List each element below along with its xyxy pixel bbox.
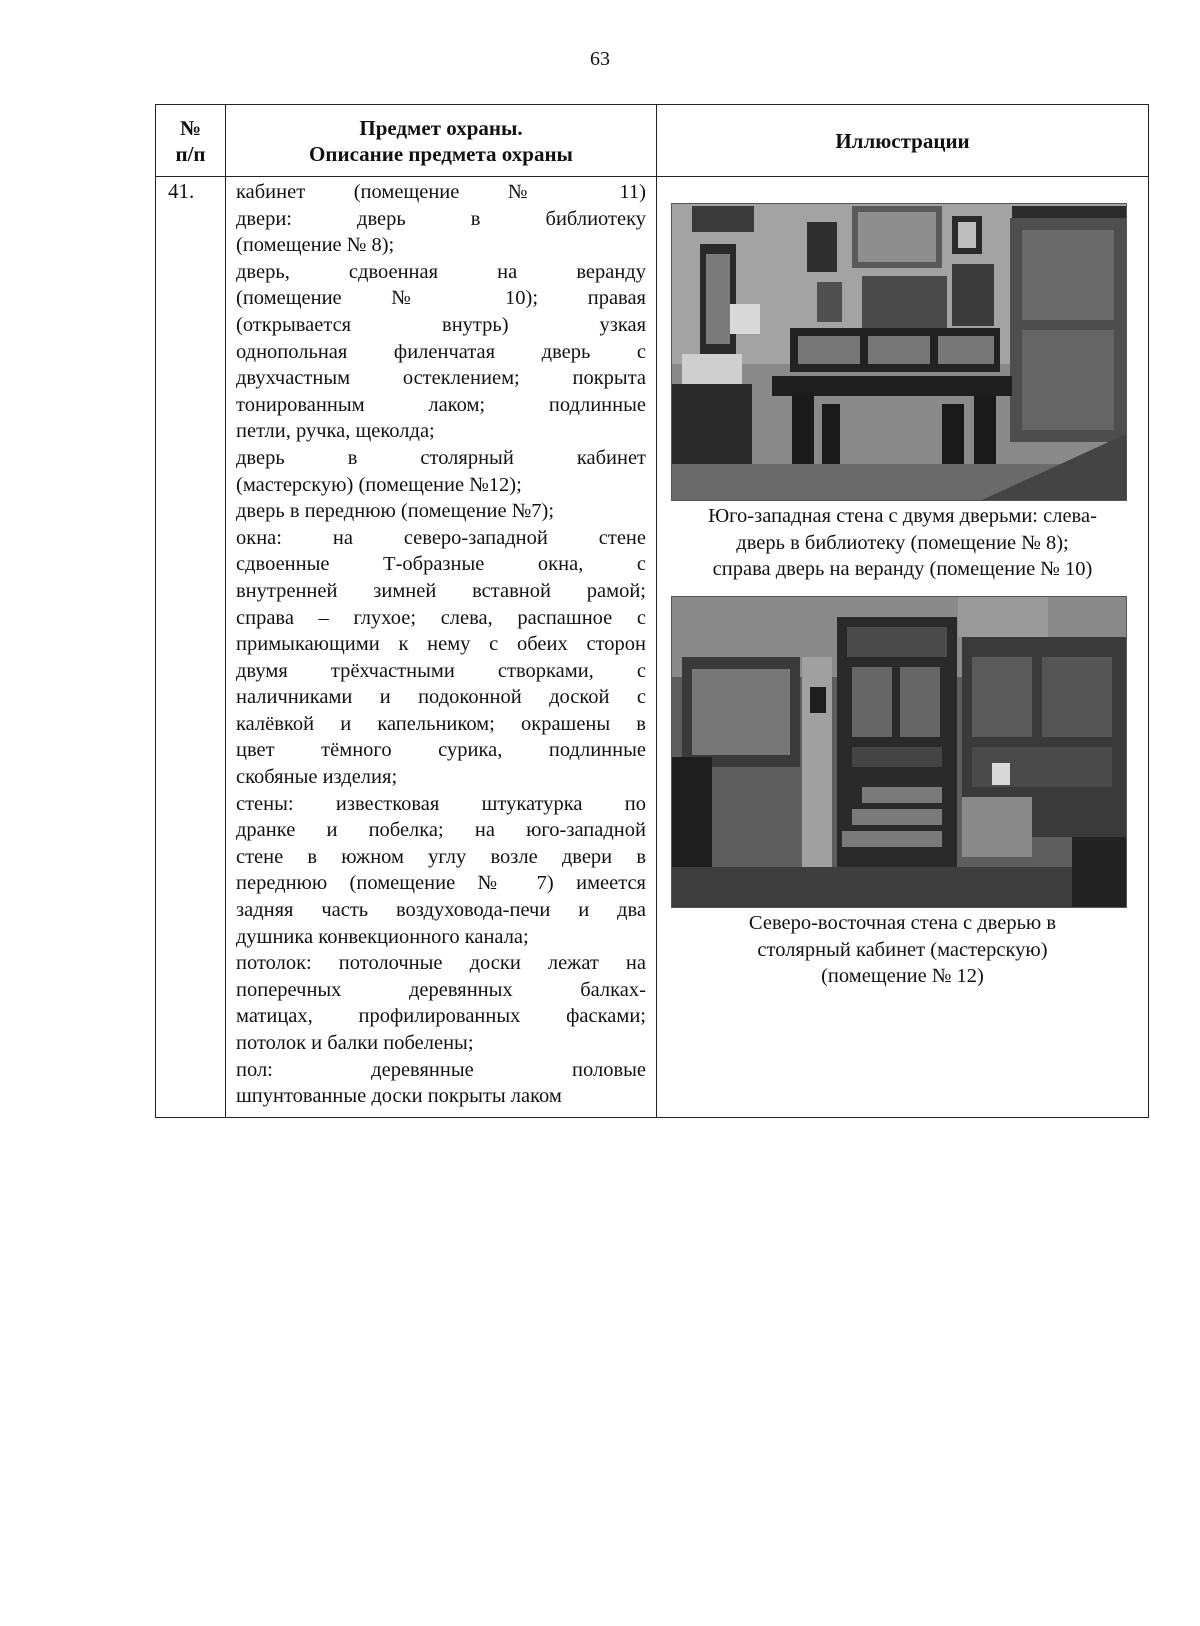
header-number-line2: п/п [175, 141, 206, 166]
header-number-line1: № [179, 115, 202, 140]
photo-northeast-wall-caption [657, 910, 1148, 990]
description-line: двухчастным остеклением; покрыта [236, 367, 646, 390]
row-illustrations [657, 177, 1149, 1118]
description-line: кабинет (помещение № 11) [236, 181, 646, 203]
header-illustrations: Иллюстрации [657, 105, 1149, 177]
description-line: однопольная филенчатая дверь с [236, 340, 646, 363]
description-line: дверь в столярный кабинет [236, 446, 646, 469]
description-line: стены: известковая штукатурка по [236, 792, 646, 815]
caption-line: столярный кабинет (мастерскую) [757, 938, 1048, 961]
description-line: примыкающими к нему с обеих сторон [236, 633, 646, 656]
caption-line: (помещение № 12) [821, 965, 984, 988]
photo-southwest-wall [671, 203, 1127, 501]
description-line: дверь в переднюю (помещение №7); [236, 500, 555, 523]
description-line: дверь, сдвоенная на веранду [236, 260, 646, 283]
description-line: пол: деревянные половые [236, 1058, 646, 1081]
description-line: (мастерскую) (помещение №12); [236, 473, 522, 496]
description-line: переднюю (помещение № 7) имеется [236, 872, 646, 895]
description-line: окна: на северо-западной стене [236, 526, 646, 549]
description-line: калёвкой и капельником; окрашены в [236, 712, 646, 735]
caption-line: Юго-западная стена с двумя дверьми: слева- [708, 505, 1097, 527]
description-line: петли, ручка, щеколда; [236, 420, 435, 443]
description-line: дранке и побелка; на юго-западной [236, 819, 646, 842]
row-number: 41. [156, 177, 226, 1118]
header-description-line1: Предмет охраны. [359, 115, 523, 140]
description-line: (открывается внутрь) узкая [236, 313, 646, 336]
description-line: матицах, профилированных фасками; [236, 1005, 646, 1028]
description-line: душника конвекционного канала; [236, 925, 529, 948]
description-line: двумя трёхчастными створками, с [236, 659, 646, 682]
description-line: поперечных деревянных балках- [236, 978, 646, 1001]
photo-northeast-wall [671, 596, 1127, 908]
caption-line: дверь в библиотеку (помещение № 8); [736, 531, 1069, 554]
description-line: скобяные изделия; [236, 766, 398, 789]
description-line: двери: дверь в библиотеку [236, 207, 646, 230]
description-line: сдвоенные Т-образные окна, с [236, 553, 646, 576]
table-header-row [156, 105, 1149, 177]
protection-table [155, 104, 1149, 1118]
header-description-line2: Описание предмета охраны [309, 141, 573, 166]
description-line: (помещение № 10); правая [236, 287, 646, 310]
description-line: стене в южном углу возле двери в [236, 845, 646, 868]
photo-southwest-wall-caption [657, 503, 1148, 583]
table-row [156, 177, 1149, 1118]
row-description [226, 177, 657, 1118]
description-line: справа – глухое; слева, распашное с [236, 606, 646, 629]
caption-line: Северо-восточная стена с дверью в [748, 912, 1057, 934]
caption-line: справа дверь на веранду (помещение № 10) [712, 558, 1093, 581]
description-line: задняя часть воздуховода-печи и два [236, 899, 646, 922]
description-line: наличниками и подоконной доской с [236, 686, 646, 709]
description-line: внутренней зимней вставной рамой; [236, 579, 646, 602]
header-number [156, 105, 226, 177]
description-line: шпунтованные доски покрыты лаком [236, 1085, 562, 1108]
description-line: (помещение № 8); [236, 234, 395, 257]
description-line: тонированным лаком; подлинные [236, 393, 646, 416]
page-number: 63 [590, 48, 610, 70]
description-line: потолок и балки побелены; [236, 1032, 474, 1054]
header-description [226, 105, 657, 177]
description-line: потолок: потолочные доски лежат на [236, 952, 646, 975]
description-line: цвет тёмного сурика, подлинные [236, 739, 646, 762]
